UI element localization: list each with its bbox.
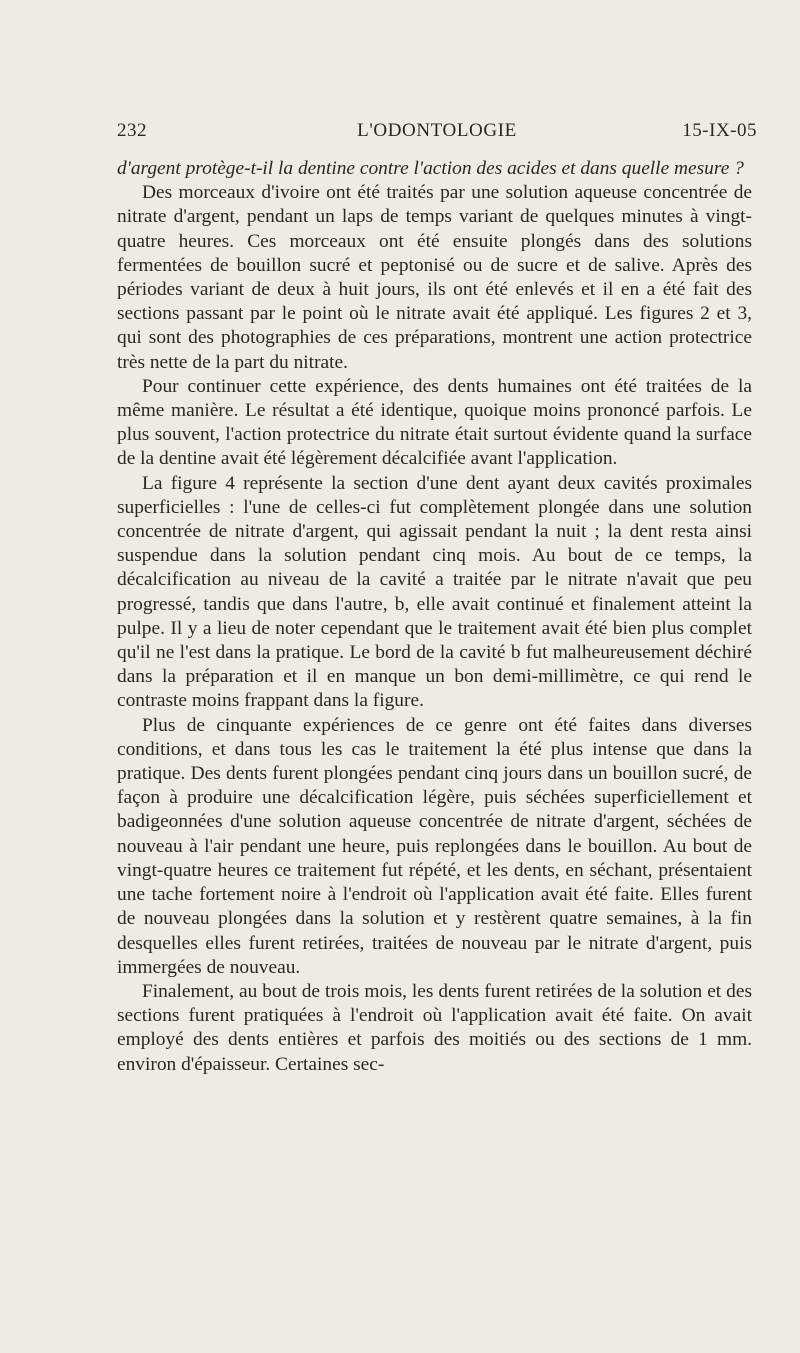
paragraph-fifty-experiments: Plus de cinquante expériences de ce genre ont été faites dans diverses conditions, et dans tous les cas le traitement la été plus intense que dans la pratique. Des dents furent plongées pendant cinq jours dans un bouillon sucré, de façon à produire une décalcification légère, puis séchées superficiellement et badigeonnées d'une solution aqueuse concentrée de nitrate d'argent, séchées de nouveau à l'air pendant une heure, puis replongées dans le bouillon. Au bout de vingt-quatre heures ce traitement fut répété, et les dents, en séchant, présentaient une tache fortement noire à l'endroit où l'application avait été faite. Elles furent de nouveau plongées dans la solution et y restèrent quatre semaines, à la fin desquelles elles furent retirées, traitées de nouveau par le nitrate d'argent, puis immergées de nouveau. [117,714,752,978]
paragraph-continued-question: d'argent protège-t-il la dentine contre l'action des acides et dans quelle mesure ? [117,158,744,179]
paragraph-figure-4: La figure 4 représente la section d'une dent ayant deux cavités proximales superficielles : l'une de celles-ci fut complètement plongée dans une solution concentrée de nitrate d'argent, qui agissait pendant la nuit ; la dent resta ainsi suspendue dans la solution pendant cinq mois. Au bout de ce temps, la décalcification au niveau de la cavité a traitée par le nitrate n'avait que peu progressé, tandis que dans l'autre, b, elle avait continué et finalement atteint la pulpe. Il y a lieu de noter cependant que le traitement avait été bien plus complet qu'il ne l'est dans la pratique. Le bord de la cavité b fut malheureusement déchiré dans la préparation et il en manque un bon demi-millimètre, ce qui rend le contraste moins frappant dans la figure. [117,472,752,712]
running-title: L'ODONTOLOGIE [357,120,517,141]
running-header [117,120,757,148]
paragraph-ivory-experiment: Des morceaux d'ivoire ont été traités par une solution aqueuse concentrée de nitrate d'argent, pendant un laps de temps variant de quelques minutes à vingt-quatre heures. Ces morceaux ont été ensuite plongés dans des solutions fermentées de bouillon sucré et peptonisé ou de sucre et de salive. Après des périodes variant de deux à huit jours, ils ont été enlevés et il en a été fait des sections passant par le point où le nitrate avait été appliqué. Les figures 2 et 3, qui sont des photographies de ces préparations, montrent une action protectrice très nette de la part du nitrate. [117,182,752,373]
paragraph-human-teeth: Pour continuer cette expérience, des dents humaines ont été traitées de la même manière. Le résultat a été identique, quoique moins prononcé parfois. Le plus souvent, l'action protectrice du nitrate était surtout évidente quand la surface de la dentine avait été légèrement décalcifiée avant l'application. [117,375,752,470]
body-text [117,157,752,1077]
issue-date: 15-IX-05 [682,120,757,141]
paragraph-final-sections: Finalement, au bout de trois mois, les dents furent retirées de la solution et des sections furent pratiquées à l'endroit où l'application avait été faite. On avait employé des dents entières et parfois des moitiés ou des sections de 1 mm. environ d'épaisseur. Certaines sec- [117,980,752,1075]
page-number: 232 [117,120,147,141]
